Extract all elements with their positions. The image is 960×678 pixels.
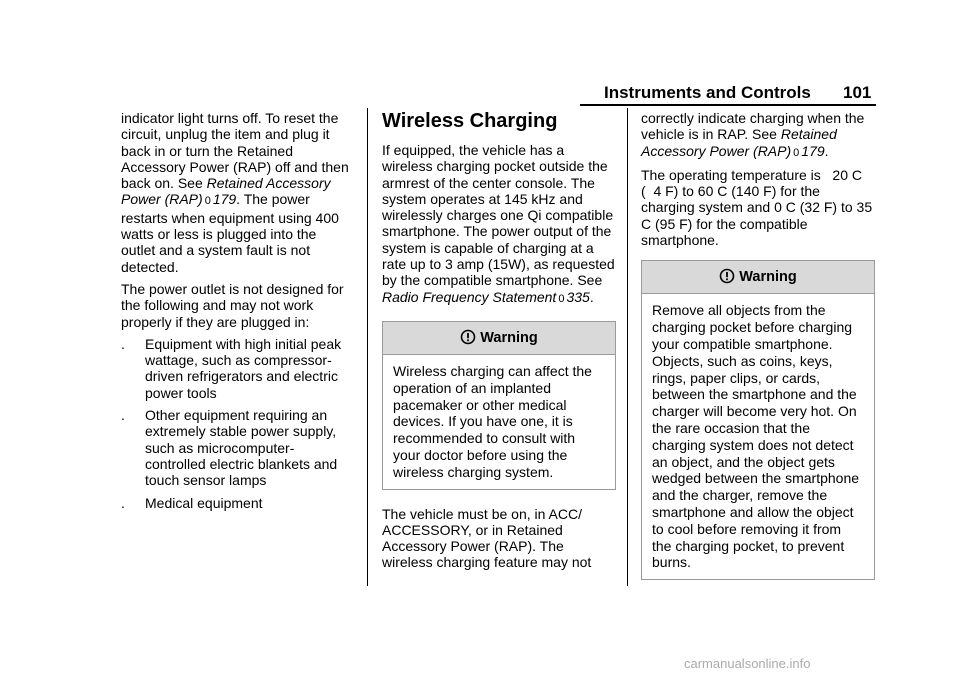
warning-header [642, 261, 874, 294]
cross-reference-link[interactable]: Radio Frequency Statement [382, 288, 557, 305]
page-number: 101 [843, 83, 872, 102]
paragraph: The operating temperature is 20 C ( 4 F) to 60 C (140 F) for the charging system and 0 C (32 F) to 35 C (95 F) for the compatible smartphone. [641, 166, 873, 249]
header-rule [580, 104, 876, 106]
column-1 [121, 110, 353, 517]
cross-reference-page[interactable]: 179 [212, 191, 237, 208]
page-ref-icon: 0 [204, 195, 211, 208]
bullet-icon: . [121, 494, 125, 511]
paragraph: If equipped, the vehicle has a wireless charging pocket outside the armrest of the center console. The system operates at 145 kHz and wirelessly charges one Qi compatible smartphone. The power output of the system is capable of charging at a rate up to 3 amp (15W), as requested by the compatible smartphone. See Radio Frequency Statement 0 335. [382, 142, 615, 305]
warning-label: Warning [480, 329, 538, 346]
paragraph: indicator light turns off. To reset the circuit, unplug the item and plug it back in or turn the Retained Accessory Power (RAP) off and then back on. See Retained Accessory Power (RAP) 0 179. The power restarts when equipment using 400 watts or less is plugged into the outlet and a system fault is not detected. [121, 110, 349, 275]
warning-text: Remove all objects from the charging pocket before charging your compatible smartphone. Objects, such as coins, keys, rings, paper clips, or cards, between the smartphone and the charger will become very hot. On the rare occasion that the charging system does not detect an object, and the object gets wedged between the smartphone and the charger, remove the smartphone and allow the object to cool before removing it from the charging pocket, to prevent burns. [652, 302, 860, 571]
column-divider-1 [367, 108, 368, 586]
list-item: . Other equipment requiring an extremely stable power supply, such as microcomputer-controlled electric blankets and touch sensor lamps [121, 407, 338, 489]
section-title: Instruments and Controls [604, 83, 811, 102]
warning-box [382, 321, 616, 490]
column-3 [641, 110, 875, 596]
warning-header [383, 322, 615, 355]
paragraph: The vehicle must be on, in ACC/ ACCESSORY, or in Retained Accessory Power (RAP). The wireless charging feature may not [382, 505, 592, 571]
page-ref-icon: 0 [793, 146, 800, 159]
column-divider-2 [627, 108, 628, 586]
list-item: . Medical equipment [121, 494, 263, 511]
cross-reference-page[interactable]: 179 [801, 142, 825, 159]
warning-label: Warning [739, 269, 797, 286]
cross-reference-link[interactable]: Retained Accessory Power (RAP) [121, 175, 331, 208]
bullet-icon: . [121, 335, 125, 352]
cross-reference-page[interactable]: 335 [566, 288, 590, 305]
paragraph: The power outlet is not designed for the following and may not work properly if they are plugged in: [121, 280, 344, 330]
list-item: . Equipment with high initial peak wattage, such as compressor-driven refrigerators and electric power tools [121, 335, 342, 401]
page-ref-icon: 0 [558, 292, 565, 305]
paragraph: correctly indicate charging when the vehicle is in RAP. See Retained Accessory Power (RAP) 0 179. [641, 110, 865, 159]
column-2 [382, 110, 616, 577]
bullet-icon: . [121, 407, 125, 424]
warning-icon [719, 268, 735, 284]
warning-text: Wireless charging can affect the operation of an implanted pacemaker or other medical devices. If you have one, it is recommended to consult with your doctor before using the wireless charging system. [393, 362, 592, 480]
warning-box [641, 260, 875, 580]
warning-icon [460, 329, 476, 345]
cross-reference-link[interactable]: Retained Accessory Power (RAP) [641, 126, 837, 159]
watermark: carmanualsonline.info [684, 656, 811, 671]
section-heading: Wireless Charging [382, 110, 558, 132]
